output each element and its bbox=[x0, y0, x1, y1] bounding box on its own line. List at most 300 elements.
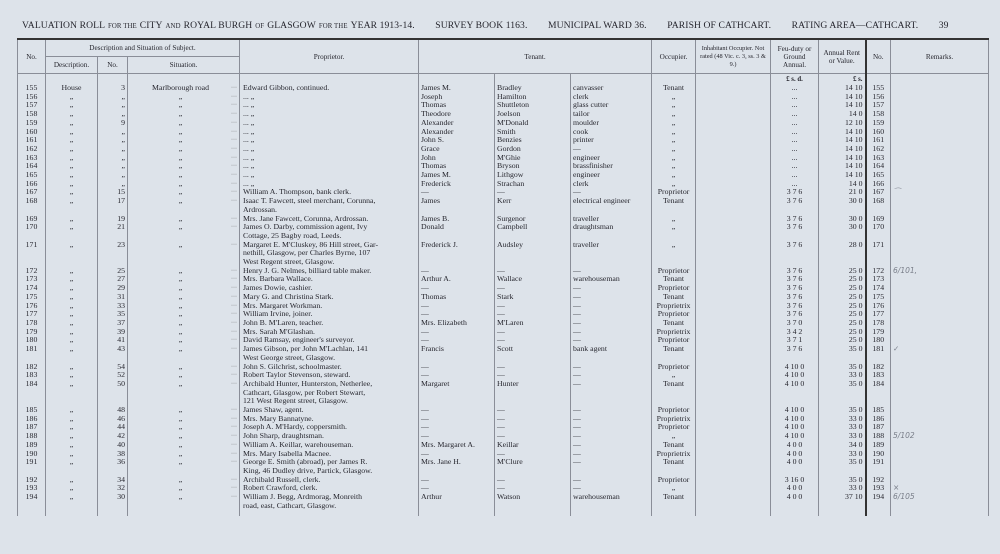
row-number-right: 165 bbox=[866, 171, 891, 180]
occupier: Proprietor bbox=[652, 284, 696, 293]
row-number-right: 161 bbox=[866, 136, 891, 145]
occupier: „ bbox=[652, 484, 696, 493]
description: „ bbox=[46, 310, 98, 319]
parish: PARISH OF CATHCART. bbox=[667, 20, 772, 31]
house-number: 36 bbox=[98, 458, 128, 475]
occupier: „ bbox=[652, 432, 696, 441]
house-number: „ bbox=[98, 128, 128, 137]
feu-duty: 4 10 0 bbox=[771, 432, 819, 441]
row-number-right: 169 bbox=[866, 215, 891, 224]
tenant-forename: Francis bbox=[419, 345, 495, 362]
rent-units: £ s. bbox=[819, 74, 866, 85]
situation: „ ··· bbox=[128, 363, 240, 372]
remark bbox=[891, 310, 989, 319]
situation: „ ··· bbox=[128, 423, 240, 432]
tenant-occupation: traveller bbox=[571, 215, 652, 224]
situation: „ ··· bbox=[128, 484, 240, 493]
annual-rent: 35 0 bbox=[819, 363, 866, 372]
proprietor: Archibald Hunter, Hunterston, Netherlee, Cathcart, Glasgow, per Robert Stewart, 121 West Regent street, Glasgow. bbox=[240, 380, 419, 406]
row-number-right: 171 bbox=[866, 241, 891, 267]
remark bbox=[891, 110, 989, 119]
occupier: Tenant bbox=[652, 380, 696, 406]
inhabitant-occupier bbox=[696, 241, 771, 267]
situation: „ ··· bbox=[128, 223, 240, 240]
tenant-forename: — bbox=[419, 415, 495, 424]
situation: „ ··· bbox=[128, 380, 240, 406]
tenant-occupation: — bbox=[571, 145, 652, 154]
inhabitant-occupier bbox=[696, 363, 771, 372]
row-number-right: 176 bbox=[866, 302, 891, 311]
row-number: 178 bbox=[18, 319, 46, 328]
row-number: 177 bbox=[18, 310, 46, 319]
inhabitant-occupier bbox=[696, 162, 771, 171]
inhabitant-occupier bbox=[696, 188, 771, 197]
remark bbox=[891, 450, 989, 459]
row-number: 184 bbox=[18, 380, 46, 406]
tenant-occupation: clerk bbox=[571, 93, 652, 102]
annual-rent: 33 0 bbox=[819, 371, 866, 380]
tenant-surname: Surgenor bbox=[495, 215, 571, 224]
tenant-surname: — bbox=[495, 371, 571, 380]
tenant-surname: — bbox=[495, 310, 571, 319]
annual-rent: 35 0 bbox=[819, 406, 866, 415]
tenant-forename: — bbox=[419, 450, 495, 459]
house-number: 34 bbox=[98, 476, 128, 485]
inhabitant-occupier bbox=[696, 119, 771, 128]
tenant-surname: Keillar bbox=[495, 441, 571, 450]
tenant-occupation: tailor bbox=[571, 110, 652, 119]
tenant-forename: John S. bbox=[419, 136, 495, 145]
tenant-forename: James bbox=[419, 197, 495, 214]
feu-duty: 4 10 0 bbox=[771, 371, 819, 380]
house-number: 37 bbox=[98, 319, 128, 328]
tenant-surname: Watson bbox=[495, 493, 571, 516]
house-number: „ bbox=[98, 136, 128, 145]
remark bbox=[891, 119, 989, 128]
remark bbox=[891, 336, 989, 345]
description: „ bbox=[46, 180, 98, 189]
annual-rent: 25 0 bbox=[819, 302, 866, 311]
row-number-right: 158 bbox=[866, 110, 891, 119]
table-row bbox=[18, 197, 989, 214]
tenant-occupation: cook bbox=[571, 128, 652, 137]
tenant-forename: Mrs. Elizabeth bbox=[419, 319, 495, 328]
row-number-right: 174 bbox=[866, 284, 891, 293]
row-number: 155 bbox=[18, 84, 46, 93]
tenant-forename: James M. bbox=[419, 84, 495, 93]
description: „ bbox=[46, 423, 98, 432]
tenant-surname: M'Clure bbox=[495, 458, 571, 475]
feu-duty: 3 7 1 bbox=[771, 336, 819, 345]
row-number-right: 156 bbox=[866, 93, 891, 102]
row-number-right: 185 bbox=[866, 406, 891, 415]
remark bbox=[891, 441, 989, 450]
tenant-surname: Bradley bbox=[495, 84, 571, 93]
house-number: 27 bbox=[98, 275, 128, 284]
description: „ bbox=[46, 380, 98, 406]
col-proprietor: Proprietor. bbox=[240, 39, 419, 74]
inhabitant-occupier bbox=[696, 476, 771, 485]
situation: „ ··· bbox=[128, 345, 240, 362]
tenant-occupation: engineer bbox=[571, 154, 652, 163]
inhabitant-occupier bbox=[696, 371, 771, 380]
occupier: „ bbox=[652, 119, 696, 128]
valuation-table bbox=[17, 38, 989, 516]
table-row bbox=[18, 380, 989, 406]
situation: „ ··· bbox=[128, 275, 240, 284]
description: „ bbox=[46, 93, 98, 102]
house-number: „ bbox=[98, 110, 128, 119]
tenant-surname: — bbox=[495, 284, 571, 293]
proprietor: Mrs. Sarah M'Glashan. bbox=[240, 328, 419, 337]
occupier: Proprietor bbox=[652, 310, 696, 319]
description: „ bbox=[46, 188, 98, 197]
proprietor: Mrs. Mary Bannatyne. bbox=[240, 415, 419, 424]
tenant-forename: Mrs. Jane H. bbox=[419, 458, 495, 475]
feu-duty: 4 10 0 bbox=[771, 406, 819, 415]
tenant-occupation: — bbox=[571, 432, 652, 441]
tenant-surname: — bbox=[495, 423, 571, 432]
occupier: Proprietor bbox=[652, 336, 696, 345]
annual-rent: 35 0 bbox=[819, 345, 866, 362]
row-number: 194 bbox=[18, 493, 46, 516]
description: „ bbox=[46, 101, 98, 110]
occupier: Proprietrix bbox=[652, 415, 696, 424]
feu-duty: 3 16 0 bbox=[771, 476, 819, 485]
situation: „ ··· bbox=[128, 215, 240, 224]
inhabitant-occupier bbox=[696, 128, 771, 137]
situation: „ ··· bbox=[128, 197, 240, 214]
tenant-surname: Smith bbox=[495, 128, 571, 137]
tenant-forename: Donald bbox=[419, 223, 495, 240]
remark: × bbox=[891, 484, 989, 493]
house-number: 35 bbox=[98, 310, 128, 319]
situation: „ ··· bbox=[128, 493, 240, 516]
remark bbox=[891, 406, 989, 415]
table-row bbox=[18, 223, 989, 240]
tenant-surname: Strachan bbox=[495, 180, 571, 189]
occupier: Tenant bbox=[652, 319, 696, 328]
annual-rent: 14 0 bbox=[819, 110, 866, 119]
tenant-surname: — bbox=[495, 302, 571, 311]
title-part: CITY bbox=[139, 20, 163, 31]
proprietor: William A. Keillar, warehouseman. bbox=[240, 441, 419, 450]
tenant-surname: — bbox=[495, 336, 571, 345]
tenant-occupation: — bbox=[571, 441, 652, 450]
annual-rent: 33 0 bbox=[819, 432, 866, 441]
row-number: 176 bbox=[18, 302, 46, 311]
feu-duty: 3 7 6 bbox=[771, 267, 819, 276]
row-number: 171 bbox=[18, 241, 46, 267]
tenant-occupation: — bbox=[571, 284, 652, 293]
proprietor: ... „ bbox=[240, 110, 419, 119]
description: „ bbox=[46, 345, 98, 362]
tenant-occupation: — bbox=[571, 458, 652, 475]
occupier: „ bbox=[652, 154, 696, 163]
house-number: 40 bbox=[98, 441, 128, 450]
col-no-right: No. bbox=[866, 39, 891, 74]
situation: „ ··· bbox=[128, 415, 240, 424]
annual-rent: 35 0 bbox=[819, 458, 866, 475]
tenant-forename: — bbox=[419, 432, 495, 441]
tenant-occupation: — bbox=[571, 484, 652, 493]
remark: 6/101, bbox=[891, 267, 989, 276]
annual-rent: 25 0 bbox=[819, 267, 866, 276]
situation: „ ··· bbox=[128, 267, 240, 276]
tenant-surname: — bbox=[495, 450, 571, 459]
tenant-forename: — bbox=[419, 284, 495, 293]
roll-title bbox=[22, 20, 415, 31]
proprietor: ... „ bbox=[240, 145, 419, 154]
remark bbox=[891, 415, 989, 424]
row-number-right: 191 bbox=[866, 458, 891, 475]
feu-duty: 3 7 6 bbox=[771, 275, 819, 284]
occupier: „ bbox=[652, 223, 696, 240]
row-number-right: 183 bbox=[866, 371, 891, 380]
tenant-surname: M'Ghie bbox=[495, 154, 571, 163]
tenant-occupation: — bbox=[571, 336, 652, 345]
annual-rent: 34 0 bbox=[819, 441, 866, 450]
row-number-right: 159 bbox=[866, 119, 891, 128]
house-number: 44 bbox=[98, 423, 128, 432]
row-number: 161 bbox=[18, 136, 46, 145]
annual-rent: 25 0 bbox=[819, 319, 866, 328]
description: „ bbox=[46, 450, 98, 459]
tenant-forename: — bbox=[419, 423, 495, 432]
row-number: 166 bbox=[18, 180, 46, 189]
annual-rent: 35 0 bbox=[819, 476, 866, 485]
tenant-forename: James M. bbox=[419, 171, 495, 180]
situation: „ ··· bbox=[128, 128, 240, 137]
situation: „ ··· bbox=[128, 145, 240, 154]
tenant-occupation: — bbox=[571, 423, 652, 432]
situation: „ ··· bbox=[128, 476, 240, 485]
house-number: 32 bbox=[98, 484, 128, 493]
description: „ bbox=[46, 171, 98, 180]
tenant-occupation: — bbox=[571, 319, 652, 328]
remark bbox=[891, 328, 989, 337]
annual-rent: 14 10 bbox=[819, 162, 866, 171]
feu-duty: 3 7 6 bbox=[771, 284, 819, 293]
tenant-occupation: canvasser bbox=[571, 84, 652, 93]
inhabitant-occupier bbox=[696, 145, 771, 154]
occupier: Tenant bbox=[652, 275, 696, 284]
proprietor: Robert Crawford, clerk. bbox=[240, 484, 419, 493]
annual-rent: 25 0 bbox=[819, 284, 866, 293]
tenant-surname: Scott bbox=[495, 345, 571, 362]
tenant-forename: Joseph bbox=[419, 93, 495, 102]
tenant-forename: — bbox=[419, 406, 495, 415]
feu-duty: 3 7 6 bbox=[771, 223, 819, 240]
situation: „ ··· bbox=[128, 162, 240, 171]
table-row bbox=[18, 241, 989, 267]
proprietor: Isaac T. Fawcett, steel merchant, Corunna, Ardrossan. bbox=[240, 197, 419, 214]
row-number-right: 172 bbox=[866, 267, 891, 276]
house-number: 17 bbox=[98, 197, 128, 214]
proprietor: William Irvine, joiner. bbox=[240, 310, 419, 319]
col-tenant: Tenant. bbox=[419, 39, 652, 74]
remark bbox=[891, 380, 989, 406]
row-number: 179 bbox=[18, 328, 46, 337]
feu-duty: ... bbox=[771, 154, 819, 163]
row-number: 170 bbox=[18, 223, 46, 240]
tenant-occupation: clerk bbox=[571, 180, 652, 189]
description: „ bbox=[46, 336, 98, 345]
row-number: 156 bbox=[18, 93, 46, 102]
proprietor: Mary G. and Christina Stark. bbox=[240, 293, 419, 302]
house-number: 21 bbox=[98, 223, 128, 240]
situation: „ ··· bbox=[128, 441, 240, 450]
title-part: OF bbox=[255, 23, 265, 30]
feu-duty: 3 7 6 bbox=[771, 293, 819, 302]
proprietor: Edward Gibbon, continued. bbox=[240, 84, 419, 93]
row-number: 182 bbox=[18, 363, 46, 372]
inhabitant-occupier bbox=[696, 310, 771, 319]
occupier: „ bbox=[652, 162, 696, 171]
inhabitant-occupier bbox=[696, 84, 771, 93]
remark bbox=[891, 363, 989, 372]
situation: „ ··· bbox=[128, 101, 240, 110]
house-number: „ bbox=[98, 93, 128, 102]
situation: „ ··· bbox=[128, 450, 240, 459]
feu-duty: ... bbox=[771, 136, 819, 145]
proprietor: ... „ bbox=[240, 128, 419, 137]
inhabitant-occupier bbox=[696, 345, 771, 362]
occupier: Proprietor bbox=[652, 423, 696, 432]
tenant-surname: Benzies bbox=[495, 136, 571, 145]
proprietor: Mrs. Barbara Wallace. bbox=[240, 275, 419, 284]
row-number-right: 177 bbox=[866, 310, 891, 319]
inhabitant-occupier bbox=[696, 171, 771, 180]
feu-duty: 4 0 0 bbox=[771, 493, 819, 516]
inhabitant-occupier bbox=[696, 275, 771, 284]
description: „ bbox=[46, 484, 98, 493]
tenant-occupation: traveller bbox=[571, 241, 652, 267]
description: „ bbox=[46, 293, 98, 302]
feu-units: £ s. d. bbox=[771, 74, 819, 85]
remark bbox=[891, 223, 989, 240]
tenant-surname: — bbox=[495, 363, 571, 372]
row-number-right: 163 bbox=[866, 154, 891, 163]
house-number: 29 bbox=[98, 284, 128, 293]
row-number: 165 bbox=[18, 171, 46, 180]
row-number: 192 bbox=[18, 476, 46, 485]
feu-duty: ... bbox=[771, 110, 819, 119]
inhabitant-occupier bbox=[696, 423, 771, 432]
house-number: „ bbox=[98, 101, 128, 110]
situation: „ ··· bbox=[128, 284, 240, 293]
feu-duty: 4 0 0 bbox=[771, 484, 819, 493]
tenant-occupation: warehouseman bbox=[571, 275, 652, 284]
house-number: 19 bbox=[98, 215, 128, 224]
occupier: Proprietor bbox=[652, 188, 696, 197]
feu-duty: ... bbox=[771, 128, 819, 137]
feu-duty: 4 10 0 bbox=[771, 415, 819, 424]
row-number-right: 168 bbox=[866, 197, 891, 214]
remark bbox=[891, 101, 989, 110]
house-number: 30 bbox=[98, 493, 128, 516]
remark bbox=[891, 171, 989, 180]
description: „ bbox=[46, 476, 98, 485]
row-number: 190 bbox=[18, 450, 46, 459]
house-number: 52 bbox=[98, 371, 128, 380]
inhabitant-occupier bbox=[696, 223, 771, 240]
col-annual-rent: Annual Rent or Value. bbox=[819, 39, 866, 74]
annual-rent: 30 0 bbox=[819, 223, 866, 240]
tenant-surname: Kerr bbox=[495, 197, 571, 214]
remark bbox=[891, 162, 989, 171]
description: „ bbox=[46, 275, 98, 284]
tenant-occupation: glass cutter bbox=[571, 101, 652, 110]
proprietor: William A. Thompson, bank clerk. bbox=[240, 188, 419, 197]
annual-rent: 14 10 bbox=[819, 84, 866, 93]
row-number: 160 bbox=[18, 128, 46, 137]
tenant-forename: — bbox=[419, 363, 495, 372]
inhabitant-occupier bbox=[696, 180, 771, 189]
title-part: VALUATION ROLL bbox=[22, 20, 106, 31]
occupier: Tenant bbox=[652, 441, 696, 450]
annual-rent: 14 10 bbox=[819, 145, 866, 154]
feu-duty: ... bbox=[771, 171, 819, 180]
remark bbox=[891, 275, 989, 284]
municipal-ward: MUNICIPAL WARD 36. bbox=[547, 20, 647, 31]
tenant-surname: Hamilton bbox=[495, 93, 571, 102]
feu-duty: ... bbox=[771, 93, 819, 102]
row-number-right: 179 bbox=[866, 328, 891, 337]
inhabitant-occupier bbox=[696, 493, 771, 516]
description: „ bbox=[46, 136, 98, 145]
occupier: Tenant bbox=[652, 345, 696, 362]
row-number-right: 162 bbox=[866, 145, 891, 154]
situation: „ ··· bbox=[128, 302, 240, 311]
proprietor: Henry J. G. Nelmes, billiard table maker. bbox=[240, 267, 419, 276]
description: „ bbox=[46, 432, 98, 441]
description: „ bbox=[46, 119, 98, 128]
proprietor: Robert Taylor Stevenson, steward. bbox=[240, 371, 419, 380]
row-number-right: 166 bbox=[866, 180, 891, 189]
proprietor: ... „ bbox=[240, 93, 419, 102]
feu-duty: 3 7 0 bbox=[771, 319, 819, 328]
description: House bbox=[46, 84, 98, 93]
title-part: FOR THE bbox=[108, 23, 137, 30]
title-part: AND bbox=[165, 23, 181, 30]
annual-rent: 14 10 bbox=[819, 171, 866, 180]
situation: „ ··· bbox=[128, 119, 240, 128]
situation: „ ··· bbox=[128, 154, 240, 163]
row-number: 169 bbox=[18, 215, 46, 224]
inhabitant-occupier bbox=[696, 380, 771, 406]
row-number-right: 189 bbox=[866, 441, 891, 450]
house-number: „ bbox=[98, 154, 128, 163]
feu-duty: 4 0 0 bbox=[771, 458, 819, 475]
row-number: 174 bbox=[18, 284, 46, 293]
description: „ bbox=[46, 328, 98, 337]
annual-rent: 33 0 bbox=[819, 484, 866, 493]
tenant-surname: Campbell bbox=[495, 223, 571, 240]
feu-duty: 4 0 0 bbox=[771, 441, 819, 450]
col-no: No. bbox=[18, 39, 46, 74]
tenant-forename: — bbox=[419, 188, 495, 197]
tenant-forename: — bbox=[419, 267, 495, 276]
row-number: 173 bbox=[18, 275, 46, 284]
tenant-forename: Alexander bbox=[419, 128, 495, 137]
feu-duty: 3 7 6 bbox=[771, 188, 819, 197]
tenant-forename: — bbox=[419, 484, 495, 493]
feu-duty: 4 0 0 bbox=[771, 450, 819, 459]
tenant-occupation: — bbox=[571, 476, 652, 485]
feu-duty: 3 4 2 bbox=[771, 328, 819, 337]
occupier: „ bbox=[652, 93, 696, 102]
